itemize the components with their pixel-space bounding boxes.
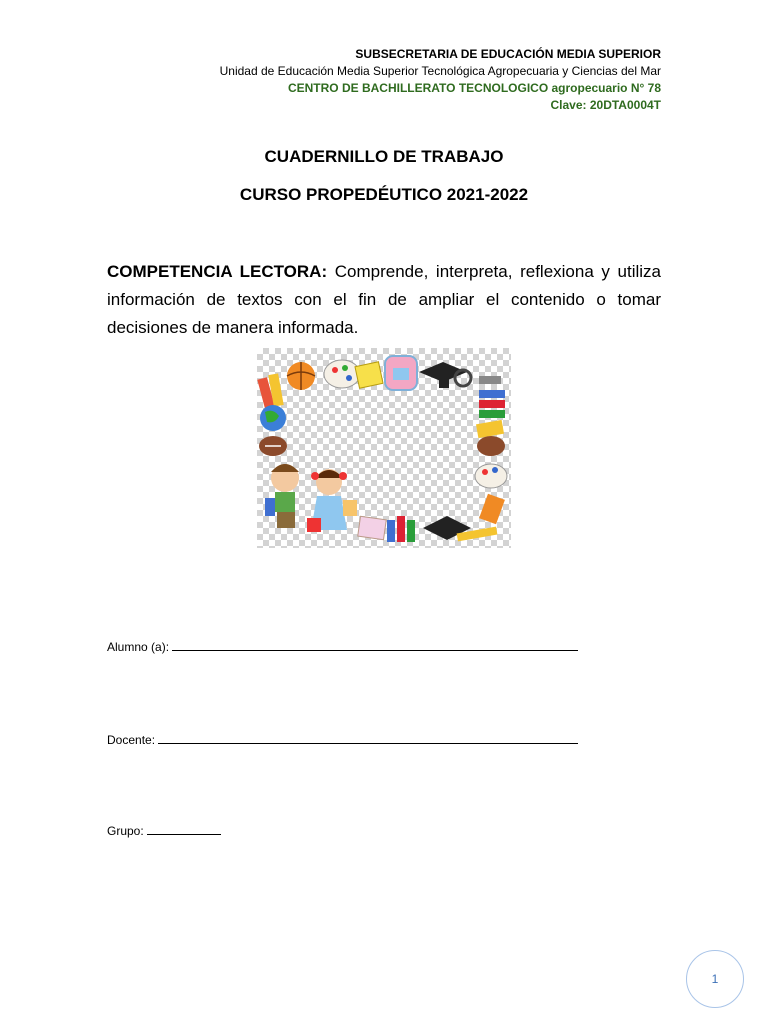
- course-title: CURSO PROPEDÉUTICO 2021-2022: [239, 185, 529, 204]
- page-number: 1: [711, 972, 719, 986]
- docente-label: Docente:: [107, 733, 156, 747]
- header-subsecretaria: SUBSECRETARIA DE EDUCACIÓN MEDIA SUPERIOR: [355, 47, 661, 61]
- header-clave: Clave: 20DTA0004T: [550, 98, 661, 112]
- grupo-label: Grupo:: [107, 824, 144, 838]
- docente-blank-line[interactable]: [158, 731, 578, 744]
- document-header: [61, 46, 661, 114]
- school-supplies-illustration: [257, 348, 511, 548]
- alumno-label: Alumno (a):: [107, 640, 170, 654]
- page-number-badge: [686, 950, 744, 1008]
- title-1-block: [0, 147, 768, 167]
- competencia-text: Comprende, interpreta, reflexiona y utiliza información de textos con el fin de ampliar el contenido o tomar decisiones de manera informada.: [107, 262, 661, 337]
- title-2-block: [0, 185, 768, 205]
- alumno-field: [107, 638, 578, 655]
- header-centro: CENTRO DE BACHILLERATO TECNOLOGICO agropecuario N° 78: [287, 81, 661, 95]
- competencia-paragraph: [107, 258, 661, 342]
- school-supplies-frame-image: [257, 348, 511, 548]
- header-unidad: Unidad de Educación Media Superior Tecnológica Agropecuaria y Ciencias del Mar: [219, 64, 661, 78]
- competencia-label: COMPETENCIA LECTORA:: [107, 262, 328, 281]
- grupo-blank-line[interactable]: [147, 822, 221, 835]
- docente-field: [107, 731, 578, 748]
- document-title: CUADERNILLO DE TRABAJO: [264, 147, 504, 166]
- alumno-blank-line[interactable]: [172, 638, 578, 651]
- grupo-field: [107, 822, 221, 839]
